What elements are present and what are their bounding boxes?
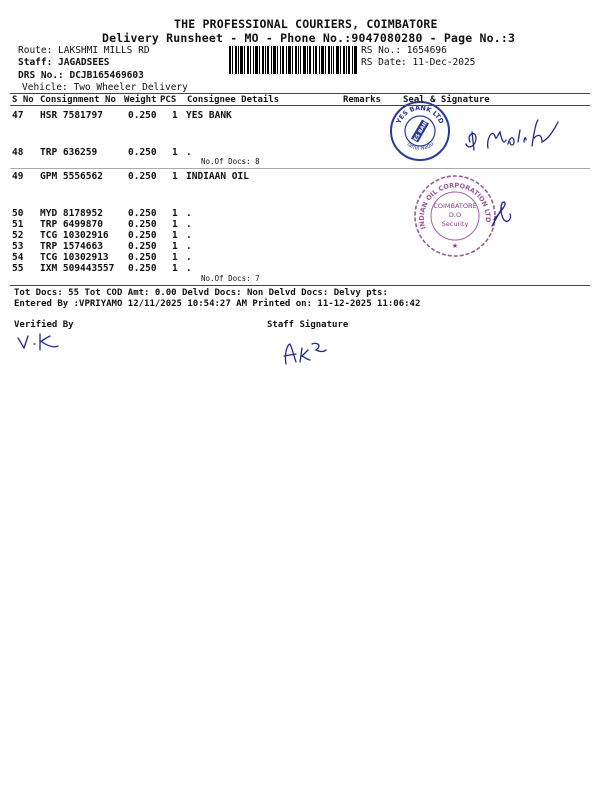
row-consignee: INDIAAN OIL	[186, 171, 249, 182]
handwritten-signature	[462, 112, 560, 156]
row-pcs: 1	[172, 171, 178, 182]
row-pcs: 1	[172, 110, 178, 121]
row-sno: 49	[12, 171, 24, 182]
verified-by-label: Verified By	[14, 320, 74, 330]
stamp-text: INDIAN OIL CORPORATION LTD	[417, 181, 492, 231]
totals-line: Tot Docs: 55 Tot COD Amt: 0.00 Delvd Docs: Non Delvd Docs: Delvy pts:	[14, 288, 388, 298]
staff-label: Staff: JAGADSEES	[18, 57, 110, 68]
svg-text:★: ★	[451, 242, 459, 250]
row-sno: 47	[12, 110, 24, 121]
docs-count-note: No.Of Docs: 7	[201, 274, 260, 283]
row-sno: 48	[12, 147, 24, 158]
col-pcs: PCS	[160, 95, 177, 105]
drs-label: DRS No.: DCJB165469603	[18, 70, 144, 81]
row-sno: 50	[12, 208, 24, 219]
row-weight: 0.250	[128, 110, 157, 121]
row-consignment: IXM 509443557	[40, 263, 115, 274]
docs-count-note: No.Of Docs: 8	[201, 157, 260, 166]
col-remarks: Remarks	[343, 95, 381, 105]
row-consignee: .	[186, 252, 192, 263]
row-consignment: GPM 5556562	[40, 171, 103, 182]
row-consignment: TCG 10302913	[40, 252, 109, 263]
row-consignment: HSR 7581797	[40, 110, 103, 121]
barcode	[229, 46, 357, 74]
row-sno: 53	[12, 241, 24, 252]
row-consignment: TRP 6499870	[40, 219, 103, 230]
route-label: Route: LAKSHMI MILLS RD	[18, 45, 150, 56]
col-consignee: Consignee Details	[187, 95, 280, 105]
handwritten-signature	[490, 198, 514, 228]
row-weight: 0.250	[128, 208, 157, 219]
row-sno: 52	[12, 230, 24, 241]
stamp-text: YES BANK	[411, 117, 431, 146]
row-consignee: YES BANK	[186, 110, 232, 121]
yes-bank-stamp	[389, 100, 451, 162]
col-signature: Seal & Signature	[403, 95, 490, 105]
row-consignment: MYD 8178952	[40, 208, 103, 219]
row-pcs: 1	[172, 263, 178, 274]
row-pcs: 1	[172, 241, 178, 252]
page-subtitle: Delivery Runsheet - MO - Phone No.:9047080280 - Page No.:3	[102, 31, 516, 45]
row-consignment: TRP 636259	[40, 147, 98, 158]
staff-signature-label: Staff Signature	[267, 320, 349, 330]
row-weight: 0.250	[128, 252, 157, 263]
rs-number: RS No.: 1654696	[361, 45, 447, 56]
row-pcs: 1	[172, 219, 178, 230]
row-sno: 54	[12, 252, 24, 263]
row-sno: 51	[12, 219, 24, 230]
divider	[10, 105, 590, 106]
row-weight: 0.250	[128, 263, 157, 274]
table-row	[12, 263, 572, 275]
row-pcs: 1	[172, 230, 178, 241]
row-consignment: TCG 10302916	[40, 230, 109, 241]
row-consignee: .	[186, 147, 192, 158]
row-sno: 55	[12, 263, 24, 274]
verified-signature	[16, 332, 62, 352]
divider	[10, 285, 590, 286]
row-consignee: .	[186, 241, 192, 252]
indian-oil-stamp	[413, 174, 497, 258]
staff-signature	[280, 338, 328, 368]
col-weight: Weight	[124, 95, 157, 105]
row-pcs: 1	[172, 147, 178, 158]
page-title: THE PROFESSIONAL COURIERS, COIMBATORE	[174, 17, 438, 31]
col-consignment: Consignment No	[40, 95, 116, 105]
row-pcs: 1	[172, 208, 178, 219]
row-weight: 0.250	[128, 241, 157, 252]
stamp-text: Security	[441, 220, 469, 228]
entered-printed-line: Entered By :VPRIYAMO 12/11/2025 10:54:27 AM Printed on: 11-12-2025 11:06:42	[14, 299, 421, 309]
divider	[10, 93, 590, 94]
svg-text:Tamil Nadu	[404, 141, 435, 152]
row-consignee: .	[186, 219, 192, 230]
row-consignment: TRP 1574663	[40, 241, 103, 252]
row-pcs: 1	[172, 252, 178, 263]
stamp-text: Tamil Nadu	[404, 141, 436, 152]
row-consignee: .	[186, 230, 192, 241]
stamp-text: YES BANK LTD	[394, 103, 446, 126]
row-weight: 0.250	[128, 171, 157, 182]
row-weight: 0.250	[128, 230, 157, 241]
rs-date: RS Date: 11-Dec-2025	[361, 57, 476, 68]
stamp-text: D.O	[448, 211, 462, 219]
col-sno: S No	[12, 95, 34, 105]
divider	[10, 168, 590, 169]
row-consignee: .	[186, 208, 192, 219]
stamp-text: COIMBATORE	[433, 202, 477, 210]
row-consignee: .	[186, 263, 192, 274]
row-weight: 0.250	[128, 147, 157, 158]
vehicle-label: Vehicle: Two Wheeler Delivery	[22, 82, 188, 93]
row-weight: 0.250	[128, 219, 157, 230]
